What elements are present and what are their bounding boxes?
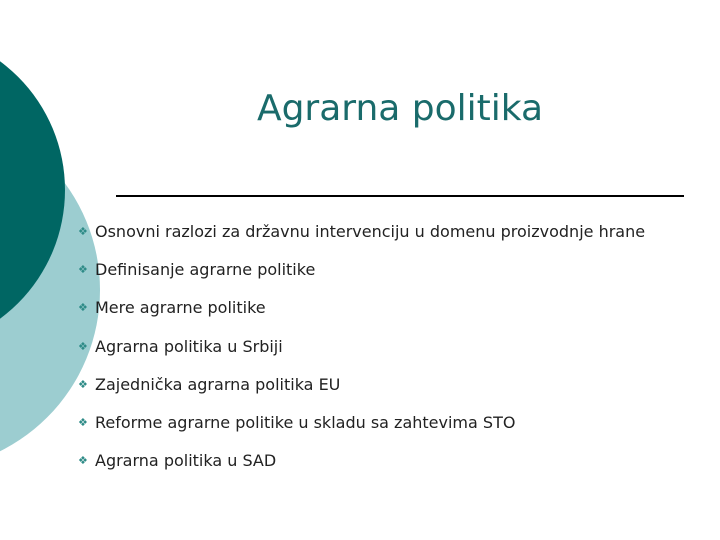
diamond-bullet-icon: ❖ [78, 301, 88, 315]
title-divider [116, 195, 684, 197]
diamond-bullet-icon: ❖ [78, 454, 88, 468]
bullet-item [78, 442, 645, 480]
bullet-text: Reforme agrarne politike u skladu sa zahtevima STO [95, 413, 516, 433]
diamond-bullet-icon: ❖ [78, 262, 88, 276]
bullet-item [78, 327, 645, 365]
bullet-text: Agrarna politika u SAD [95, 451, 277, 471]
bullet-text: Mere agrarne politike [95, 298, 266, 318]
bullet-list [78, 212, 645, 480]
bullet-text: Agrarna politika u Srbiji [95, 336, 283, 356]
diamond-bullet-icon: ❖ [78, 224, 88, 238]
bullet-text: Definisanje agrarne politike [95, 259, 316, 279]
bullet-item [78, 250, 645, 288]
bullet-item [78, 365, 645, 403]
bullet-text: Osnovni razlozi za državnu intervenciju u domenu proizvodnje hrane [95, 221, 646, 241]
diamond-bullet-icon: ❖ [78, 339, 88, 353]
diamond-bullet-icon: ❖ [78, 416, 88, 430]
bullet-item [78, 289, 645, 327]
bullet-text: Zajednička agrarna politika EU [95, 374, 341, 394]
bullet-item [78, 403, 645, 441]
slide-title: Agrarna politika [256, 88, 544, 129]
bullet-item [78, 212, 645, 250]
diamond-bullet-icon: ❖ [78, 377, 88, 391]
